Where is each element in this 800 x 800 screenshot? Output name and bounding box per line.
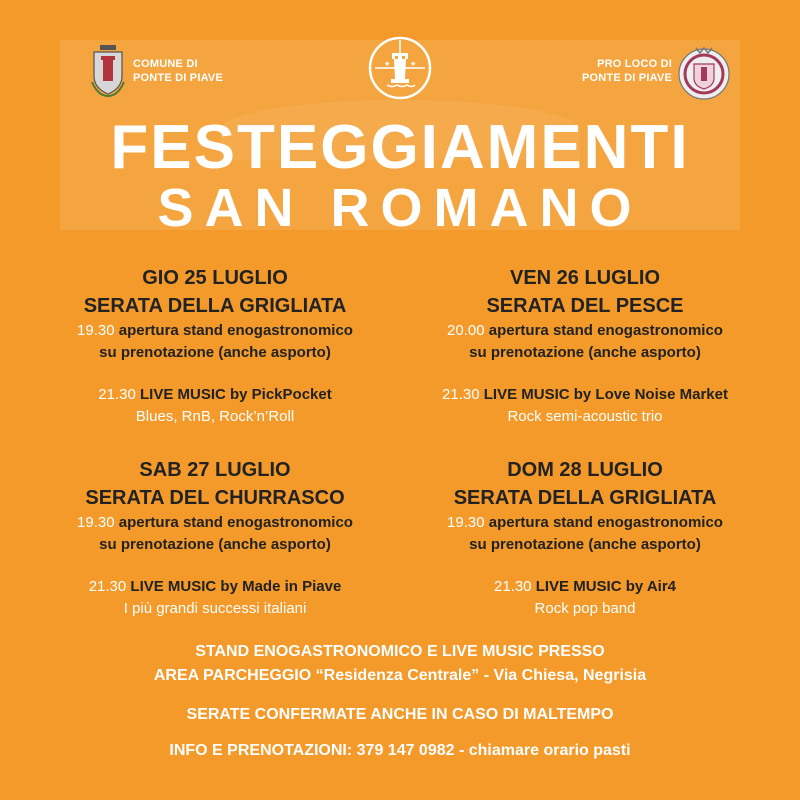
comune-label-line2: PONTE DI PIAVE xyxy=(133,72,223,84)
day-card-dom xyxy=(400,456,770,620)
location-block xyxy=(0,640,800,688)
stand-note-text: su prenotazione (anche asporto) xyxy=(469,344,701,361)
day-card-sab xyxy=(30,456,400,620)
stand-note-text: su prenotazione (anche asporto) xyxy=(99,344,331,361)
stand-note-text: su prenotazione (anche asporto) xyxy=(469,536,701,553)
day-theme: SERATA DEL CHURRASCO xyxy=(85,487,345,509)
stand-time: 20.00 xyxy=(447,322,485,339)
music-line xyxy=(30,384,400,406)
day-card-gio xyxy=(30,264,400,428)
location-line2: AREA PARCHEGGIO “Residenza Centrale” - Via Chiesa, Negrisia xyxy=(153,667,647,684)
pro-loco-crest-icon xyxy=(676,44,732,102)
pro-loco-label xyxy=(560,57,672,85)
stand-note xyxy=(400,342,770,364)
event-title-line2: SAN ROMANO xyxy=(157,178,643,238)
music-line xyxy=(400,384,770,406)
music-desc: Blues, RnB, Rock’n’Roll xyxy=(135,408,295,425)
stand-note xyxy=(30,534,400,556)
day-theme: SERATA DELLA GRIGLIATA xyxy=(83,295,347,317)
pro-loco-label-line2: PONTE DI PIAVE xyxy=(582,72,672,84)
tower-logo-icon xyxy=(367,35,433,101)
music-line xyxy=(30,576,400,598)
pro-loco-label-line1: PRO LOCO DI xyxy=(597,58,672,70)
comune-label xyxy=(133,57,223,85)
music-label: LIVE MUSIC by Love Noise Market xyxy=(483,386,728,403)
day-date: VEN 26 LUGLIO xyxy=(509,267,661,289)
day-date: GIO 25 LUGLIO xyxy=(142,267,288,289)
stand-time: 19.30 xyxy=(77,514,115,531)
day-theme: SERATA DELLA GRIGLIATA xyxy=(453,487,717,509)
music-label: LIVE MUSIC by Made in Piave xyxy=(130,578,342,595)
comune-label-line1: COMUNE DI xyxy=(133,58,198,70)
music-desc: Rock semi-acoustic trio xyxy=(507,408,663,425)
stand-line xyxy=(400,320,770,342)
music-time: 21.30 xyxy=(88,578,127,595)
stand-line xyxy=(30,512,400,534)
stand-time: 19.30 xyxy=(447,514,485,531)
stand-text: apertura stand enogastronomico xyxy=(488,514,723,531)
stand-line xyxy=(30,320,400,342)
svg-text:★: ★ xyxy=(384,60,391,68)
stand-text: apertura stand enogastronomico xyxy=(488,322,723,339)
stand-time: 19.30 xyxy=(77,322,115,339)
music-time: 21.30 xyxy=(442,386,480,403)
day-theme: SERATA DEL PESCE xyxy=(486,295,684,317)
day-date: DOM 28 LUGLIO xyxy=(507,459,663,481)
music-label: LIVE MUSIC by Air4 xyxy=(535,578,677,595)
music-label: LIVE MUSIC by PickPocket xyxy=(139,386,332,403)
music-line xyxy=(400,576,770,598)
music-desc: Rock pop band xyxy=(534,600,636,617)
stand-text: apertura stand enogastronomico xyxy=(118,514,353,531)
day-date: SAB 27 LUGLIO xyxy=(139,459,291,481)
svg-text:★: ★ xyxy=(410,60,417,68)
music-time: 21.30 xyxy=(493,578,532,595)
day-card-ven xyxy=(400,264,770,428)
stand-note xyxy=(30,342,400,364)
stand-line xyxy=(400,512,770,534)
info-contact: INFO E PRENOTAZIONI: 379 147 0982 - chiamare orario pasti xyxy=(169,742,631,759)
music-time: 21.30 xyxy=(98,386,136,403)
event-title-line1: FESTEGGIAMENTI xyxy=(110,113,690,182)
weather-note: SERATE CONFERMATE ANCHE IN CASO DI MALTEMPO xyxy=(186,706,614,723)
music-desc: I più grandi successi italiani xyxy=(123,600,307,617)
stand-text: apertura stand enogastronomico xyxy=(118,322,353,339)
location-line1: STAND ENOGASTRONOMICO E LIVE MUSIC PRESSO xyxy=(195,643,605,660)
comune-crest-icon xyxy=(90,42,126,98)
stand-note-text: su prenotazione (anche asporto) xyxy=(99,536,331,553)
stand-note xyxy=(400,534,770,556)
